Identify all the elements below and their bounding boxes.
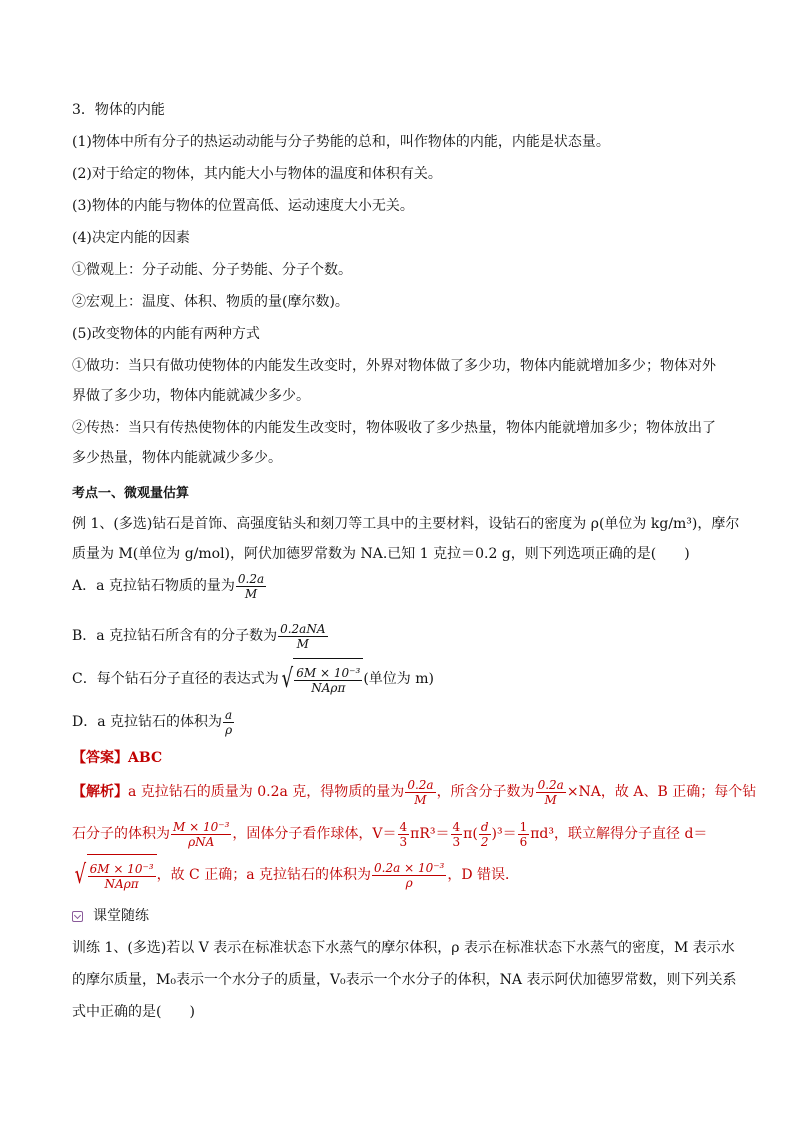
checkbox-icon xyxy=(72,911,83,922)
fraction-numerator: 0.2a xyxy=(237,571,265,586)
example-line: 例 1、(多选)钻石是首饰、高强度钻头和刻刀等工具中的主要材料，设钻石的密度为 ρ(单位为 kg/m³)，摩尔 xyxy=(72,516,740,532)
kaodian-heading: 考点一、微观量估算 xyxy=(72,486,190,501)
paragraph: 多少热量，物体内能就减少多少。 xyxy=(72,450,282,466)
fraction-denominator: ρ xyxy=(405,875,413,890)
fraction xyxy=(536,778,566,807)
analysis-text: 石分子的体积为 xyxy=(72,826,170,842)
option-c-text: C．每个钻石分子直径的表达式为 xyxy=(72,671,279,687)
sqrt-expression xyxy=(279,658,364,700)
analysis-text: ，所含分子数为 xyxy=(436,784,535,800)
analysis-label: 【解析】 xyxy=(72,784,128,800)
fraction xyxy=(405,778,435,807)
fraction-denominator: M xyxy=(414,792,427,807)
fraction xyxy=(372,861,446,890)
fraction xyxy=(479,820,491,849)
fraction-denominator: 3 xyxy=(399,834,408,849)
option-d-text: D．a 克拉钻石的体积为 xyxy=(72,714,223,730)
analysis-line-2 xyxy=(72,816,707,852)
fraction xyxy=(223,708,234,737)
fraction-denominator: 6 xyxy=(519,834,528,849)
fraction-denominator: NAρπ xyxy=(104,876,139,891)
fraction xyxy=(398,820,410,849)
answer: 【答案】ABC xyxy=(72,750,163,766)
option-c xyxy=(72,658,434,700)
option-d xyxy=(72,704,235,740)
fraction-denominator: ρNA xyxy=(188,834,215,849)
paragraph: (4)决定内能的因素 xyxy=(72,230,190,246)
fraction xyxy=(294,666,362,695)
fraction-numerator: M × 10⁻³ xyxy=(173,819,230,834)
option-b xyxy=(72,618,329,654)
analysis-text: πR³＝ xyxy=(410,826,450,842)
analysis-text: ，故 C 正确；a 克拉钻石的体积为 xyxy=(156,867,372,883)
fraction xyxy=(451,820,463,849)
paragraph: ②传热：当只有传热使物体的内能发生改变时，物体吸收了多少热量，物体内能就增加多少；物体放出了 xyxy=(72,420,716,436)
analysis-text: ×NA，故 A、B 正确；每个钻 xyxy=(566,784,757,800)
fraction-denominator: 2 xyxy=(480,834,489,849)
fraction-denominator: NAρπ xyxy=(311,680,346,695)
analysis-text: ，D 错误． xyxy=(447,867,520,883)
analysis-text: ，固体分子看作球体，V＝ xyxy=(232,826,397,842)
paragraph: (2)对于给定的物体，其内能大小与物体的温度和体积有关。 xyxy=(72,166,442,182)
analysis-text: a 克拉钻石的质量为 0.2a 克，得物质的量为 xyxy=(128,784,405,800)
analysis-text: πd³，联立解得分子直径 d＝ xyxy=(530,826,708,842)
paragraph: ①微观上：分子动能、分子势能、分子个数。 xyxy=(72,262,352,278)
fraction xyxy=(171,820,231,849)
fraction-numerator: d xyxy=(480,819,489,834)
fraction-numerator: 0.2a xyxy=(537,777,564,792)
fraction xyxy=(88,862,156,891)
fraction xyxy=(278,622,327,651)
fraction-numerator: 6M × 10⁻³ xyxy=(296,665,361,680)
fraction-numerator: 6M × 10⁻³ xyxy=(89,861,154,876)
fraction-denominator: 3 xyxy=(452,834,461,849)
radical-sign: √ xyxy=(281,664,293,694)
fraction-numerator: 1 xyxy=(519,819,528,834)
fraction-numerator: 0.2aNA xyxy=(280,621,326,636)
fraction xyxy=(518,820,530,849)
unit-note: (单位为 m) xyxy=(363,671,434,687)
training-line: 式中正确的是( ) xyxy=(72,1004,195,1020)
paragraph: (5)改变物体的内能有两种方式 xyxy=(72,326,260,342)
classroom-heading xyxy=(72,906,149,926)
analysis-text: π( xyxy=(463,826,478,842)
option-b-text: B．a 克拉钻石所含有的分子数为 xyxy=(72,628,278,644)
fraction-numerator: a xyxy=(225,707,233,722)
fraction-numerator: 0.2a × 10⁻³ xyxy=(374,860,445,875)
radical-sign: √ xyxy=(74,860,87,890)
paragraph: ①做功：当只有做功使物体的内能发生改变时，外界对物体做了多少功，物体内能就增加多少；物体对外 xyxy=(72,358,716,374)
option-a xyxy=(72,568,267,604)
sqrt-expression xyxy=(72,854,157,896)
fraction-numerator: 0.2a xyxy=(407,777,434,792)
fraction-denominator: M xyxy=(544,792,557,807)
paragraph: ②宏观上：温度、体积、物质的量(摩尔数)。 xyxy=(72,294,349,310)
paragraph: (1)物体中所有分子的热运动动能与分子势能的总和，叫作物体的内能，内能是状态量。 xyxy=(72,134,610,150)
analysis-line-1 xyxy=(72,774,756,810)
section-heading: 3．物体的内能 xyxy=(72,102,165,118)
training-line: 训练 1、(多选)若以 V 表示在标准状态下水蒸气的摩尔体积，ρ 表示在标准状态下水蒸气的密度，M 表示水 xyxy=(72,940,735,956)
paragraph: 界做了多少功，物体内能就减少多少。 xyxy=(72,388,310,404)
fraction-denominator: M xyxy=(296,636,309,651)
training-line: 的摩尔质量，M₀表示一个水分子的质量，V₀表示一个水分子的体积，NA 表示阿伏加德罗常数，则下列关系 xyxy=(72,972,737,988)
fraction-numerator: 4 xyxy=(399,819,408,834)
example-line: 质量为 M(单位为 g/mol)，阿伏加德罗常数为 NA.已知 1 克拉＝0.2 g，则下列选项正确的是( ) xyxy=(72,546,690,562)
analysis-text: )³＝ xyxy=(491,826,517,842)
fraction-denominator: ρ xyxy=(225,722,233,737)
classroom-label: 课堂随练 xyxy=(93,908,149,924)
analysis-line-3 xyxy=(72,854,519,896)
paragraph: (3)物体的内能与物体的位置高低、运动速度大小无关。 xyxy=(72,198,414,214)
fraction xyxy=(236,572,266,601)
fraction-denominator: M xyxy=(244,586,258,601)
fraction-numerator: 4 xyxy=(452,819,461,834)
option-a-text: A．a 克拉钻石物质的量为 xyxy=(72,578,235,594)
